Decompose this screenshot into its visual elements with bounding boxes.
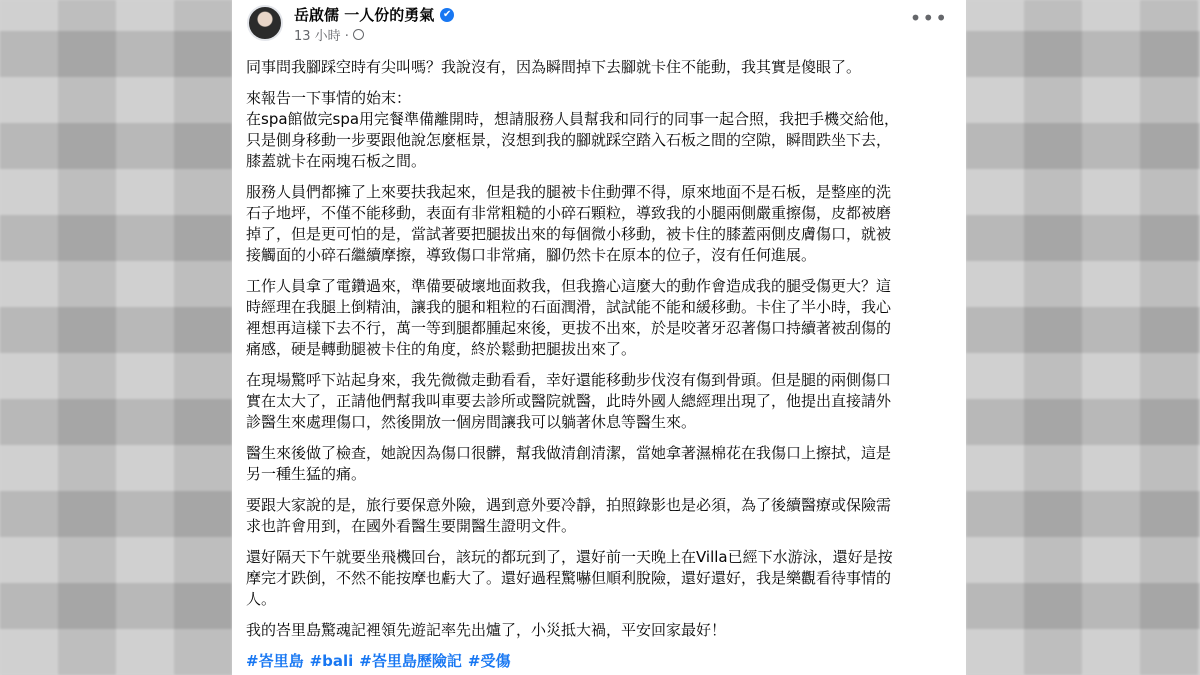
paragraph-line: 人。: [246, 590, 277, 608]
paragraph-line: 我的峇里島驚魂記裡領先遊記率先出爐了，小災抵大禍，平安回家最好！: [246, 621, 727, 639]
hashtag-link[interactable]: #受傷: [467, 652, 511, 670]
post-paragraph: [246, 495, 952, 537]
paragraph-line: 在spa館做完spa用完餐準備離開時，想請服務人員幫我和同行的同事一起合照，我把手機交給他，: [246, 110, 900, 128]
post-paragraph: [246, 620, 952, 641]
paragraph-line: 掉了，但是更可怕的是，當試著要把腿拔出來的每個微小移動，被卡住的膝蓋兩側皮膚傷口，就被: [246, 225, 892, 243]
paragraph-line: 膝蓋就卡在兩塊石板之間。: [246, 152, 427, 170]
paragraph-line: 只是側身移動一步要跟他說怎麼框景，沒想到我的腳就踩空踏入石板之間的空隙，瞬間跌坐下去，: [246, 131, 892, 149]
paragraph-line: 服務人員們都擁了上來要扶我起來，但是我的腿被卡住動彈不得，原來地面不是石板，是整座的洗: [246, 183, 892, 201]
post-header: [232, 0, 966, 50]
paragraph-line: 痛感，硬是轉動腿被卡住的角度，終於鬆動把腿拔出來了。: [246, 340, 637, 358]
paragraph-line: 同事問我腳踩空時有尖叫嗎？我說沒有，因為瞬間掉下去腳就卡住不能動，我其實是傻眼了。: [246, 58, 862, 76]
paragraph-line: 裡想再這樣下去不行，萬一等到腿都腫起來後，更拔不出來，於是咬著牙忍著傷口持續著被刮傷的: [246, 319, 892, 337]
paragraph-line: 實在太大了，正請他們幫我叫車要去診所或醫院就醫，此時外國人總經理出現了，他提出直接請外: [246, 392, 892, 410]
hashtag-link[interactable]: #峇里島: [246, 652, 304, 670]
more-options-button[interactable]: •••: [909, 6, 948, 30]
post-paragraph: [246, 547, 952, 610]
paragraph-line: 工作人員拿了電鑽過來，準備要破壞地面救我，但我擔心這麼大的動作會造成我的腿受傷更大？這: [246, 277, 892, 295]
post-paragraph: [246, 443, 952, 485]
blurred-background-right: [966, 0, 1200, 675]
hashtag-link[interactable]: #峇里島歷險記: [359, 652, 462, 670]
post-body: [246, 57, 952, 672]
paragraph-line: 求也許會用到，在國外看醫生要開醫生證明文件。: [246, 517, 577, 535]
hashtag-row: [246, 651, 952, 672]
author-row: [294, 4, 454, 25]
facebook-post: [232, 0, 966, 675]
paragraph-line: 還好隔天下午就要坐飛機回台，該玩的都玩到了，還好前一天晚上在Villa已經下水游泳，還好是按: [246, 548, 893, 566]
paragraph-line: 接觸面的小碎石繼續摩擦，導致傷口非常痛，腳仍然卡在原本的位子，沒有任何進展。: [246, 246, 817, 264]
post-paragraph: [246, 88, 952, 172]
paragraph-line: 時經理在我腿上倒精油，讓我的腿和粗粒的石面潤滑，試試能不能和緩移動。卡住了半小時，我心: [246, 298, 892, 316]
hashtag-link[interactable]: #bali: [309, 652, 354, 670]
paragraph-line: 醫生來後做了檢查，她說因為傷口很髒，幫我做清創清潔，當她拿著濕棉花在我傷口上擦拭，這是: [246, 444, 892, 462]
post-timestamp[interactable]: 13 小時 ·: [294, 29, 349, 44]
paragraph-line: 來報告一下事情的始末：: [246, 89, 412, 107]
paragraph-line: 摩完才跌倒，不然不能按摩也虧大了。還好過程驚嚇但順利脫險，還好還好，我是樂觀看待事情的: [246, 569, 892, 587]
post-paragraph: [246, 57, 952, 78]
author-name[interactable]: 岳啟儒 一人份的勇氣: [294, 6, 435, 24]
verified-badge-icon: ✔: [440, 8, 454, 22]
paragraph-line: 石子地坪，不僅不能移動，表面有非常粗糙的小碎石顆粒，導致我的小腿兩側嚴重擦傷，皮都被磨: [246, 204, 892, 222]
paragraph-line: 在現場驚呼下站起身來，我先微微走動看看，幸好還能移動步伐沒有傷到骨頭。但是腿的兩側傷口: [246, 371, 892, 389]
paragraph-line: 診醫生來處理傷口，然後開放一個房間讓我可以躺著休息等醫生來。: [246, 413, 697, 431]
post-paragraph: [246, 276, 952, 360]
paragraph-line: 另一種生猛的痛。: [246, 465, 367, 483]
post-paragraph: [246, 182, 952, 266]
post-paragraph: [246, 370, 952, 433]
paragraph-line: 要跟大家說的是，旅行要保意外險，遇到意外要冷靜，拍照錄影也是必須，為了後續醫療或保險需: [246, 496, 892, 514]
avatar[interactable]: [247, 5, 283, 41]
blurred-background-left: [0, 0, 232, 675]
post-meta: [294, 25, 364, 44]
globe-icon: [353, 29, 364, 40]
